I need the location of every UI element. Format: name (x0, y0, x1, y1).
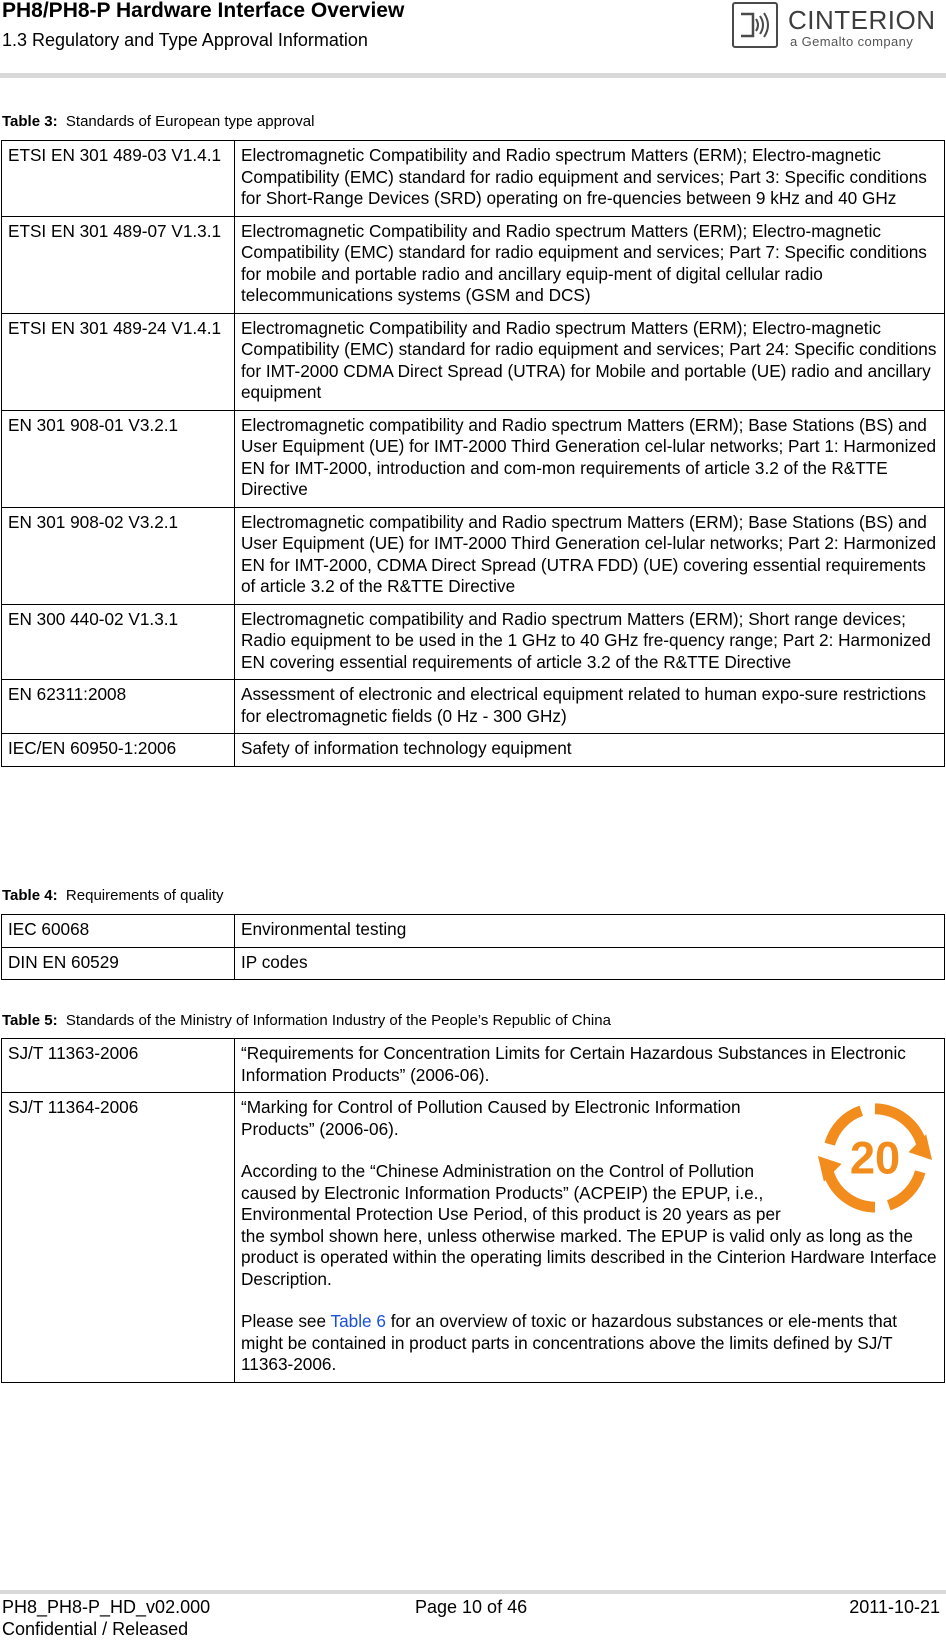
table-cell-description (235, 1093, 945, 1383)
table-cell-description: Environmental testing (235, 915, 945, 948)
table5-caption-label: Table 5: (2, 1012, 58, 1029)
table-cell-description: Electromagnetic compatibility and Radio spectrum Matters (ERM); Base Stations (BS) and User Equipment (UE) for IMT-2000 Third Generation cel-lular networks; Part 1: Harmonized EN for IMT-2000, introduction and com-mon requirements of article 3.2 of the R&TTE Directive (235, 410, 945, 507)
table5 (1, 1038, 945, 1383)
table-cell-standard: SJ/T 11364-2006 (2, 1093, 235, 1383)
table-cell-standard: ETSI EN 301 489-24 V1.4.1 (2, 313, 235, 410)
table3-caption-label: Table 3: (2, 113, 58, 130)
table-cell-standard: EN 301 908-02 V3.2.1 (2, 507, 235, 604)
table-cell-description: “Requirements for Concentration Limits for Certain Hazardous Substances in Electronic Information Products” (2006-06). (235, 1039, 945, 1093)
table3-caption (2, 113, 314, 130)
epup-20-years-icon (816, 1099, 934, 1217)
table-row (2, 947, 945, 980)
footer-date: 2011-10-21 (849, 1597, 940, 1617)
page-header-title: PH8/PH8-P Hardware Interface Overview (2, 0, 405, 22)
footer-page-number: Page 10 of 46 (415, 1597, 528, 1617)
table-row (2, 604, 945, 680)
ref-text-before: Please see (241, 1311, 331, 1331)
table3-caption-text: Standards of European type approval (65, 113, 315, 130)
table-cell-description: Electromagnetic Compatibility and Radio spectrum Matters (ERM); Electro-magnetic Compatibility (EMC) standard for radio equipment and services; Part 3: Specific conditions for Short-Range Devices (SRD) operating on fre-quencies between 9 kHz and 40 GHz (235, 141, 945, 217)
cinterion-logo-tagline: a Gemalto company (790, 34, 914, 49)
table-row (2, 734, 945, 767)
signal-icon (734, 4, 776, 46)
table5-caption (2, 1012, 611, 1029)
table-row (2, 410, 945, 507)
footer-status: Confidential / Released (2, 1619, 189, 1639)
table-cell-description: Assessment of electronic and electrical equipment related to human expo-sure restrictions for electromagnetic fields (0 Hz - 300 GHz) (235, 680, 945, 734)
table-cell-standard: IEC 60068 (2, 915, 235, 948)
table-row (2, 680, 945, 734)
table-row (2, 141, 945, 217)
epup-explanation-paragraph: According to the “Chinese Administration on the Control of Pollution caused by Electronic Information Products” (ACPEIP) the EPUP, i.e., Environmental Protection Use Period, of this product is 20 years as per the symbol shown here, unless otherwise marked. The EPUP is valid only as long as the product is operated within the operating limits described in the Cinterion Hardware Interface Description. (241, 1161, 937, 1289)
table-row (2, 507, 945, 604)
table-cell-description: Safety of information technology equipment (235, 734, 945, 767)
table-cell-description: Electromagnetic compatibility and Radio spectrum Matters (ERM); Base Stations (BS) and User Equipment (UE) for IMT-2000 Third Generation cel-lular networks; Part 2: Harmonized EN for IMT-2000, CDMA Direct Spread (UTRA FDD) (UE) covering essential requirements of article 3.2 of the R&TTE Directive (235, 507, 945, 604)
table-cell-standard: EN 300 440-02 V1.3.1 (2, 604, 235, 680)
table4-caption (2, 887, 224, 904)
table-cell-standard: ETSI EN 301 489-03 V1.4.1 (2, 141, 235, 217)
table-row (2, 313, 945, 410)
epup-marking-paragraph: “Marking for Control of Pollution Caused by Electronic Information Products” (2006-06). (241, 1097, 741, 1139)
table4 (1, 914, 945, 980)
table3-body (2, 141, 945, 767)
cinterion-logo-mark (732, 2, 778, 48)
page-header-section: 1.3 Regulatory and Type Approval Information (2, 30, 368, 50)
ref-text-after: for an overview of toxic or hazardous substances or ele-ments that might be contained in product parts in concentrations above the limits defined by SJ/T 11363-2006. (241, 1311, 898, 1374)
table5-caption-text: Standards of the Ministry of Information Industry of the People’s Republic of China (65, 1012, 611, 1029)
table6-reference-paragraph (241, 1311, 938, 1376)
table-cell-standard: IEC/EN 60950-1:2006 (2, 734, 235, 767)
table4-caption-label: Table 4: (2, 887, 58, 904)
table-cell-description: Electromagnetic compatibility and Radio spectrum Matters (ERM); Short range devices; Radio equipment to be used in the 1 GHz to 40 GHz fre-quency range; Part 2: Harmonized EN covering essential requirements of article 3.2 of the R&TTE Directive (235, 604, 945, 680)
table-cell-description: IP codes (235, 947, 945, 980)
table4-body (2, 915, 945, 980)
table6-link[interactable]: Table 6 (330, 1311, 386, 1331)
table-cell-standard: SJ/T 11363-2006 (2, 1039, 235, 1093)
cinterion-logo-word: CINTERION (788, 5, 936, 35)
footer-doc-id: PH8_PH8-P_HD_v02.000 (2, 1597, 211, 1617)
epup-number: 20 (849, 1132, 901, 1184)
table3 (1, 140, 945, 767)
table-cell-standard: EN 62311:2008 (2, 680, 235, 734)
table-row (2, 915, 945, 948)
table-cell-standard: ETSI EN 301 489-07 V1.3.1 (2, 216, 235, 313)
table-cell-description: Electromagnetic Compatibility and Radio spectrum Matters (ERM); Electro-magnetic Compatibility (EMC) standard for radio equipment and services; Part 24: Specific conditions for IMT-2000 CDMA Direct Spread (UTRA) for Mobile and portable (UE) radio and ancillary equipment (235, 313, 945, 410)
table-row (2, 216, 945, 313)
header-divider (0, 73, 946, 78)
table4-caption-text: Requirements of quality (65, 887, 224, 904)
footer-divider (0, 1590, 946, 1594)
table-row (2, 1039, 945, 1093)
table-cell-description: Electromagnetic Compatibility and Radio spectrum Matters (ERM); Electro-magnetic Compatibility (EMC) standard for radio equipment and services; Part 7: Specific conditions for mobile and portable radio and ancillary equip-ment of digital cellular radio telecommunications systems (GSM and DCS) (235, 216, 945, 313)
table-row (2, 1093, 945, 1383)
cinterion-logo (732, 2, 942, 52)
table-cell-standard: EN 301 908-01 V3.2.1 (2, 410, 235, 507)
table-cell-standard: DIN EN 60529 (2, 947, 235, 980)
